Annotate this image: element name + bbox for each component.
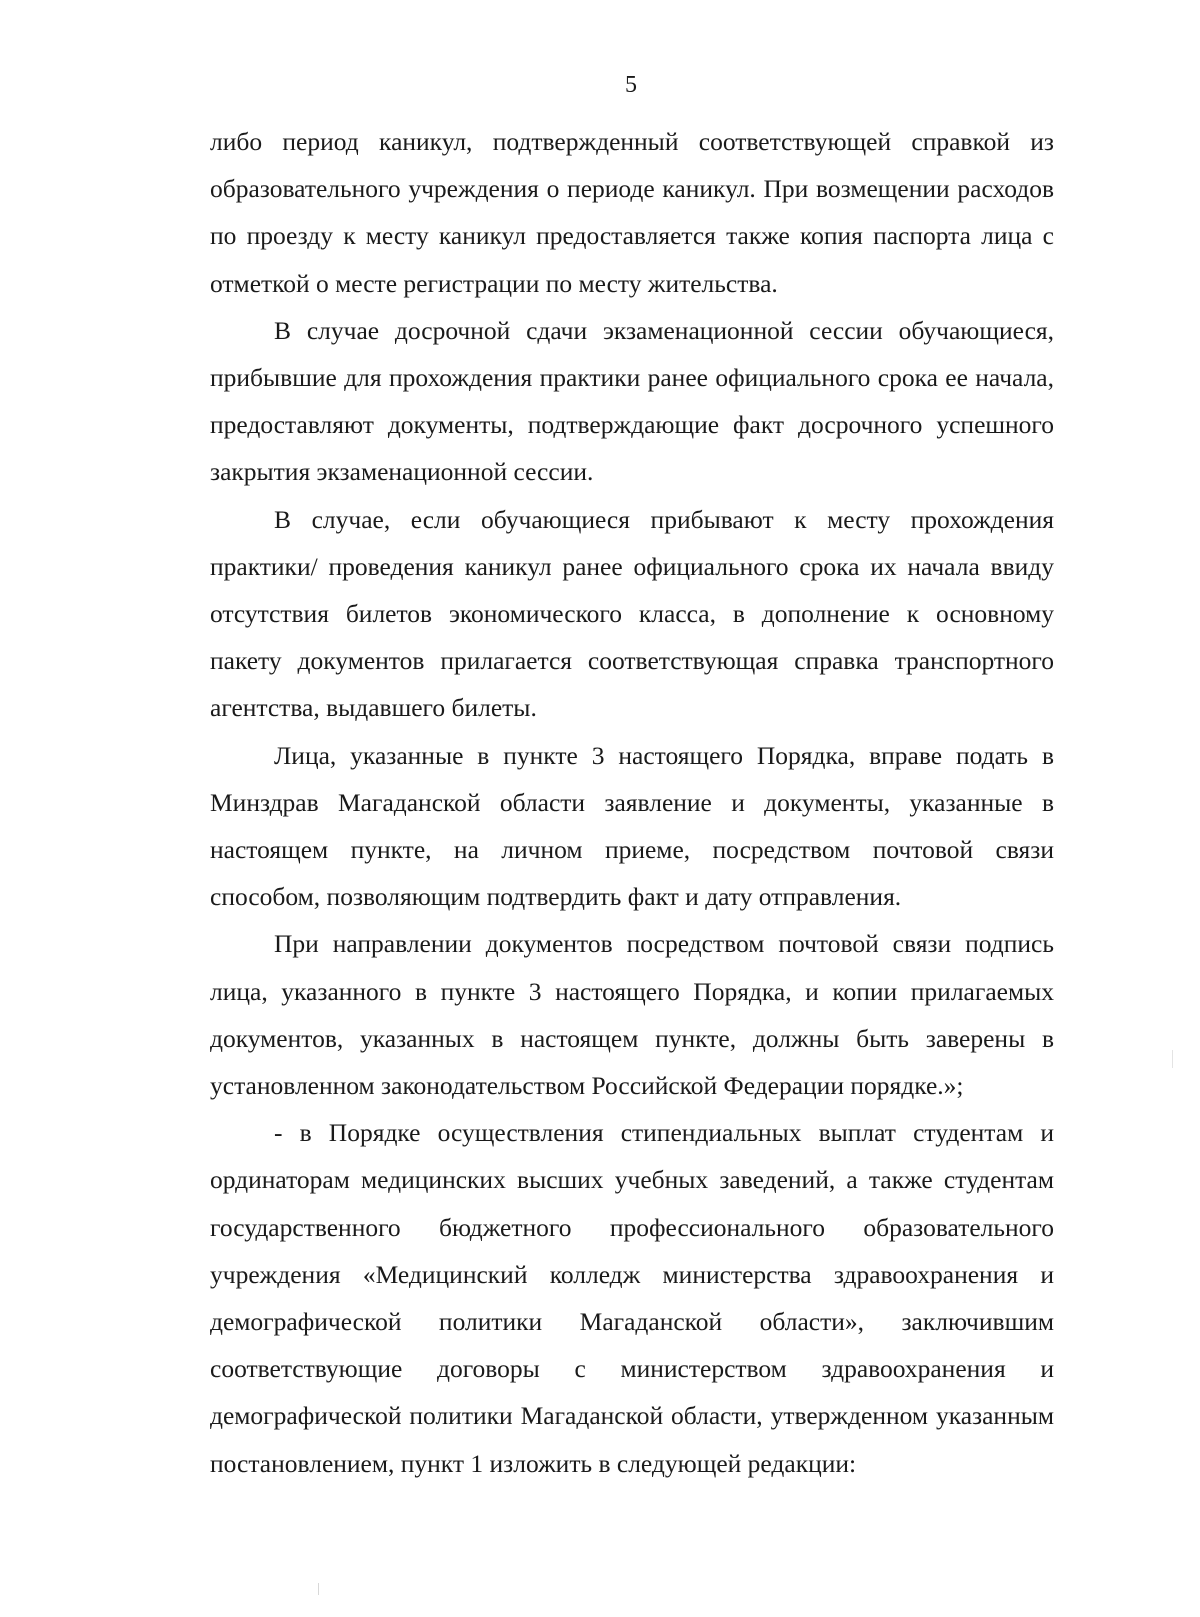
paragraph-travel-expenses: либо период каникул, подтвержденный соответствующей справкой из образовательного учреждения о периоде каникул. При возмещении расходов по проезду к месту каникул предоставляется также копия паспорта лица с отметкой о месте регистрации по месту жительства.: [210, 127, 1054, 298]
paragraph-early-session: В случае досрочной сдачи экзаменационной сессии обучающиеся, прибывшие для прохождения практики ранее официального срока ее начала, предоставляют документы, подтверждающие факт досрочного успешного закрытия экзаменационной сессии.: [210, 315, 1054, 487]
paragraph-postal-certification: При направлении документов посредством почтовой связи подпись лица, указанного в пункте 3 настоящего Порядка, и копии прилагаемых документов, указанных в настоящем пункте, должны быть заверены в установленном законодательством Российской Федерации порядке.»;: [210, 929, 1054, 1101]
paragraph-no-tickets: В случае, если обучающиеся прибывают к месту прохождения практики/ проведения каникул ранее официального срока их начала ввиду отсутствия билетов экономического класса, в дополнение к основному пакету документов прилагается соответствующая справка транспортного агентства, выдавшего билеты.: [210, 504, 1054, 723]
paragraph-stipend-amendment: - в Порядке осуществления стипендиальных выплат студентам и ординаторам медицинских высших учебных заведений, а также студентам государственного бюджетного профессионального образовательного учреждения «Медицинский колледж министерства здравоохранения и демографической политики Магаданской области», заключившим соответствующие договоры с министерством здравоохранения и демографической политики Магаданской области, утвержденном указанным постановлением, пункт 1 изложить в следующей редакции:: [210, 1118, 1054, 1478]
document-body: [210, 118, 1054, 1487]
paragraph-submission-methods: Лица, указанные в пункте 3 настоящего Порядка, вправе подать в Минздрав Магаданской области заявление и документы, указанные в настоящем пункте, на личном приеме, посредством почтовой связи способом, позволяющим подтвердить факт и дату отправления.: [210, 740, 1054, 912]
page-number: 5: [625, 72, 637, 98]
scan-artifact: [318, 1583, 319, 1595]
scan-artifact: [1172, 1050, 1173, 1068]
